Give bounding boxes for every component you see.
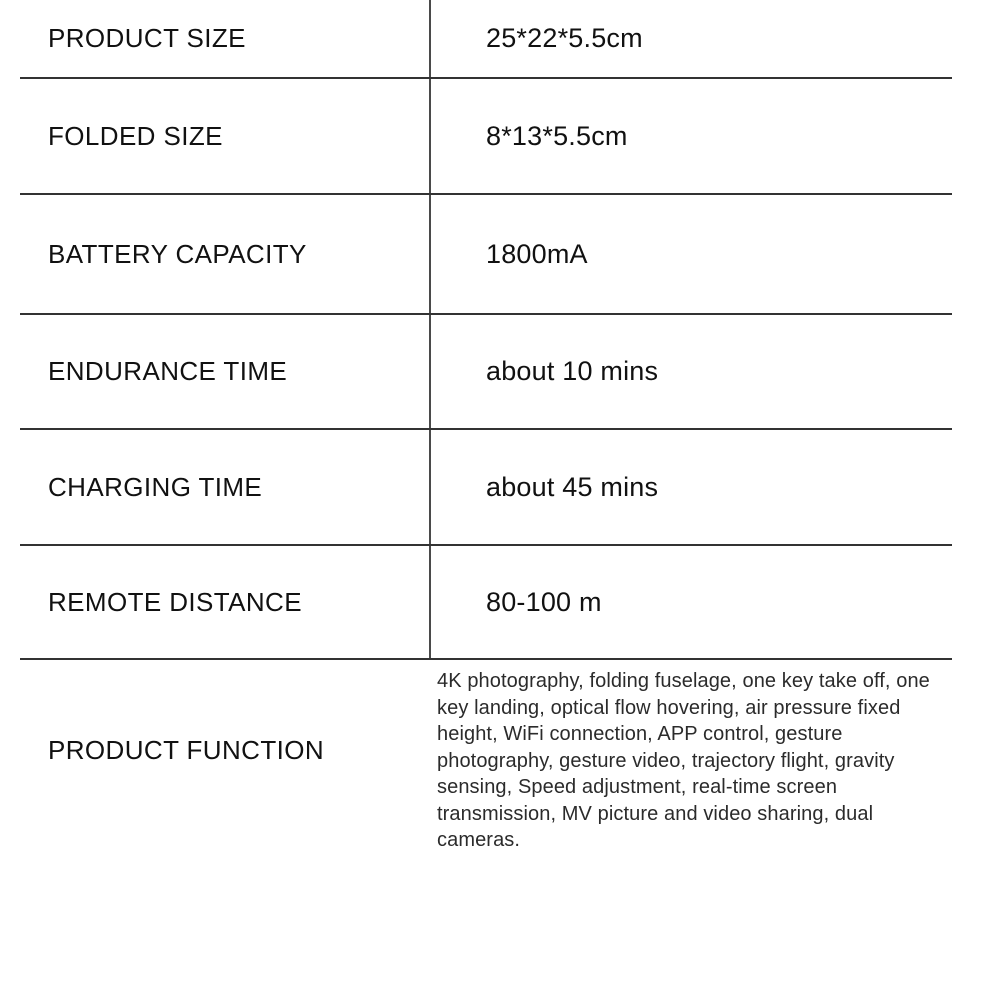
spec-value: about 45 mins bbox=[486, 471, 659, 502]
spec-label: REMOTE DISTANCE bbox=[48, 586, 302, 617]
spec-value: 25*22*5.5cm bbox=[486, 23, 643, 53]
spec-label: BATTERY CAPACITY bbox=[48, 238, 307, 269]
spec-value: 8*13*5.5cm bbox=[486, 120, 628, 151]
spec-value: 80-100 m bbox=[486, 586, 602, 617]
spec-value-paragraph: 4K photography, folding fuselage, one key take off, one key landing, optical flow hovering, air pressure fixed height, WiFi connection, APP control, gesture photography, gesture video, trajectory flight, gravity sensing, Speed adjustment, real-time screen transmission, MV picture and video sharing, dual cameras. bbox=[437, 670, 930, 851]
table-row bbox=[0, 430, 1000, 544]
table-row bbox=[0, 546, 1000, 658]
table-row bbox=[0, 195, 1000, 313]
table-row-product-function bbox=[0, 660, 1000, 851]
table-row bbox=[0, 0, 1000, 77]
spec-label: FOLDED SIZE bbox=[48, 120, 223, 151]
table-row bbox=[0, 315, 1000, 428]
spec-label: ENDURANCE TIME bbox=[48, 356, 288, 386]
spec-label: CHARGING TIME bbox=[48, 471, 263, 502]
spec-value: about 10 mins bbox=[486, 356, 659, 386]
table-row bbox=[0, 79, 1000, 193]
spec-label: PRODUCT SIZE bbox=[48, 23, 246, 53]
spec-value: 1800mA bbox=[486, 238, 588, 269]
spec-label: PRODUCT FUNCTION bbox=[48, 734, 325, 765]
